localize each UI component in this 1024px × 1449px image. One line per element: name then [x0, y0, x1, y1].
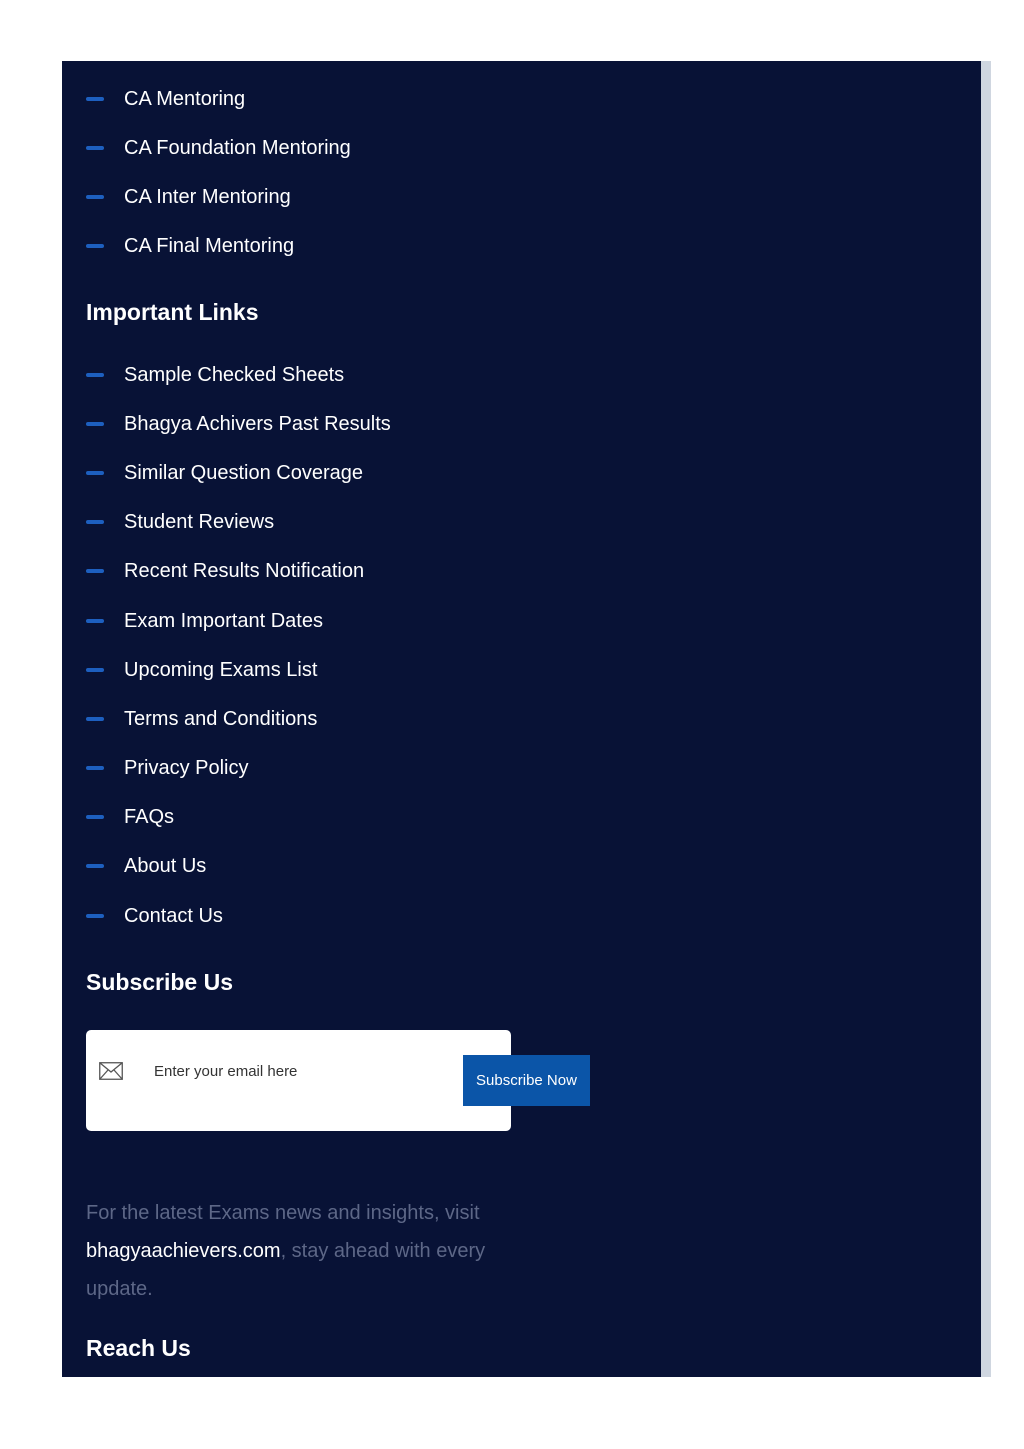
footer-link-label: Student Reviews — [124, 511, 275, 534]
footer-link-recent-results[interactable] — [86, 547, 391, 596]
footer-link-label: CA Inter Mentoring — [124, 185, 291, 208]
subscribe-heading: Subscribe Us — [86, 969, 233, 995]
footer-link-label: FAQs — [124, 806, 175, 829]
footer-link-ca-mentoring[interactable] — [86, 74, 351, 123]
footer-link-about-us[interactable] — [86, 842, 391, 891]
footer-link-label: Upcoming Exams List — [124, 658, 318, 681]
dash-bullet-icon — [86, 471, 104, 475]
email-input[interactable] — [154, 1056, 454, 1086]
footer-link-label: Contact Us — [124, 904, 223, 927]
dash-bullet-icon — [86, 520, 104, 524]
footer-link-label: CA Foundation Mentoring — [124, 136, 351, 159]
footer-link-terms[interactable] — [86, 694, 391, 743]
dash-bullet-icon — [86, 244, 104, 248]
footer-link-label: Exam Important Dates — [124, 609, 323, 632]
reach-us-heading: Reach Us — [86, 1335, 191, 1361]
footer-link-ca-inter-mentoring[interactable] — [86, 172, 351, 221]
footer-link-contact-us[interactable] — [86, 891, 391, 940]
footer-link-upcoming-exams[interactable] — [86, 645, 391, 694]
subscribe-form — [86, 1030, 511, 1131]
footer-link-faqs[interactable] — [86, 793, 391, 842]
dash-bullet-icon — [86, 373, 104, 377]
footer-link-label: Recent Results Notification — [124, 560, 365, 583]
dash-bullet-icon — [86, 422, 104, 426]
website-link[interactable]: bhagyaachievers.com — [86, 1240, 281, 1262]
footer-link-similar-question-coverage[interactable] — [86, 448, 391, 497]
dash-bullet-icon — [86, 766, 104, 770]
dash-bullet-icon — [86, 569, 104, 573]
footer — [62, 61, 981, 1377]
footer-link-label: Similar Question Coverage — [124, 461, 363, 484]
footer-link-label: About Us — [124, 855, 207, 878]
dash-bullet-icon — [86, 97, 104, 101]
dash-bullet-icon — [86, 146, 104, 150]
dash-bullet-icon — [86, 619, 104, 623]
dash-bullet-icon — [86, 864, 104, 868]
news-text — [86, 1194, 516, 1308]
important-link-list — [86, 350, 391, 940]
news-text-prefix: For the latest Exams news and insights, visit — [86, 1202, 480, 1224]
dash-bullet-icon — [86, 717, 104, 721]
subscribe-now-button[interactable]: Subscribe Now — [463, 1055, 590, 1106]
footer-link-sample-checked-sheets[interactable] — [86, 350, 391, 399]
footer-link-label: Bhagya Achivers Past Results — [124, 412, 391, 435]
footer-link-label: CA Final Mentoring — [124, 235, 295, 258]
footer-link-student-reviews[interactable] — [86, 498, 391, 547]
dash-bullet-icon — [86, 195, 104, 199]
mail-icon — [99, 1062, 123, 1080]
footer-link-label: Terms and Conditions — [124, 707, 318, 730]
footer-link-ca-foundation-mentoring[interactable] — [86, 123, 351, 172]
footer-link-past-results[interactable] — [86, 399, 391, 448]
dash-bullet-icon — [86, 914, 104, 918]
footer-link-label: CA Mentoring — [124, 87, 246, 110]
footer-link-label: Privacy Policy — [124, 757, 249, 780]
footer-link-privacy-policy[interactable] — [86, 744, 391, 793]
dash-bullet-icon — [86, 815, 104, 819]
footer-link-exam-important-dates[interactable] — [86, 596, 391, 645]
mentoring-link-list — [86, 74, 351, 271]
dash-bullet-icon — [86, 668, 104, 672]
footer-link-ca-final-mentoring[interactable] — [86, 222, 351, 271]
important-links-heading: Important Links — [86, 299, 259, 325]
scrollbar-track[interactable] — [981, 61, 991, 1377]
news-text-suffix: , stay ahead with every update. — [86, 1240, 486, 1300]
footer-link-label: Sample Checked Sheets — [124, 363, 345, 386]
